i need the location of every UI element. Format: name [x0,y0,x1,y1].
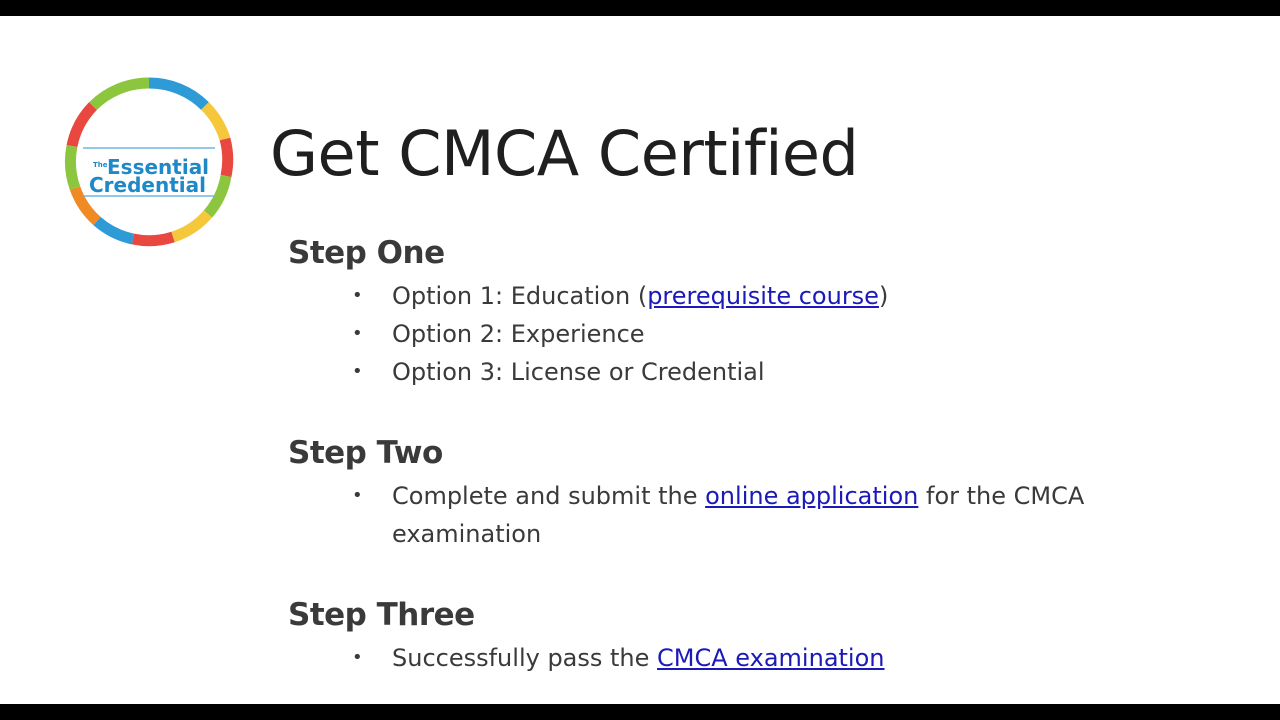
step-two-list [340,477,1084,553]
logo-text-the: The [93,161,108,169]
option-1-text: Option 1: Education ( [392,282,648,310]
option-1-text-end: ) [878,282,889,310]
step-one-heading: Step One [288,235,445,271]
option-3-text: Option 3: License or Credential [392,358,765,386]
prerequisite-course-link[interactable]: prerequisite course [647,282,879,310]
logo-text-essential: Essential [107,155,210,179]
essential-credential-logo [63,76,235,248]
step-three-list [340,639,885,677]
step-three-text: Successfully pass the [392,644,658,672]
step-three-heading: Step Three [288,597,475,633]
bullet-icon: • [352,647,363,668]
list-item [340,639,885,677]
slide-title: Get CMCA Certified [270,117,859,190]
step-one-list [340,277,888,391]
list-item [340,277,888,315]
step-two-text-line2: examination [392,520,542,548]
bullet-icon: • [352,323,363,344]
bullet-icon: • [352,485,363,506]
bullet-icon: • [352,361,363,382]
online-application-link[interactable]: online application [705,482,919,510]
cmca-examination-link[interactable]: CMCA examination [657,644,885,672]
bullet-icon: • [352,285,363,306]
list-item [340,315,888,353]
list-item [340,477,1084,553]
step-two-text-end: for the CMCA [918,482,1085,510]
logo-text-credential: Credential [89,173,206,197]
option-2-text: Option 2: Experience [392,320,645,348]
list-item [340,353,888,391]
slide [0,16,1280,704]
step-two-heading: Step Two [288,435,443,471]
step-two-text: Complete and submit the [392,482,706,510]
